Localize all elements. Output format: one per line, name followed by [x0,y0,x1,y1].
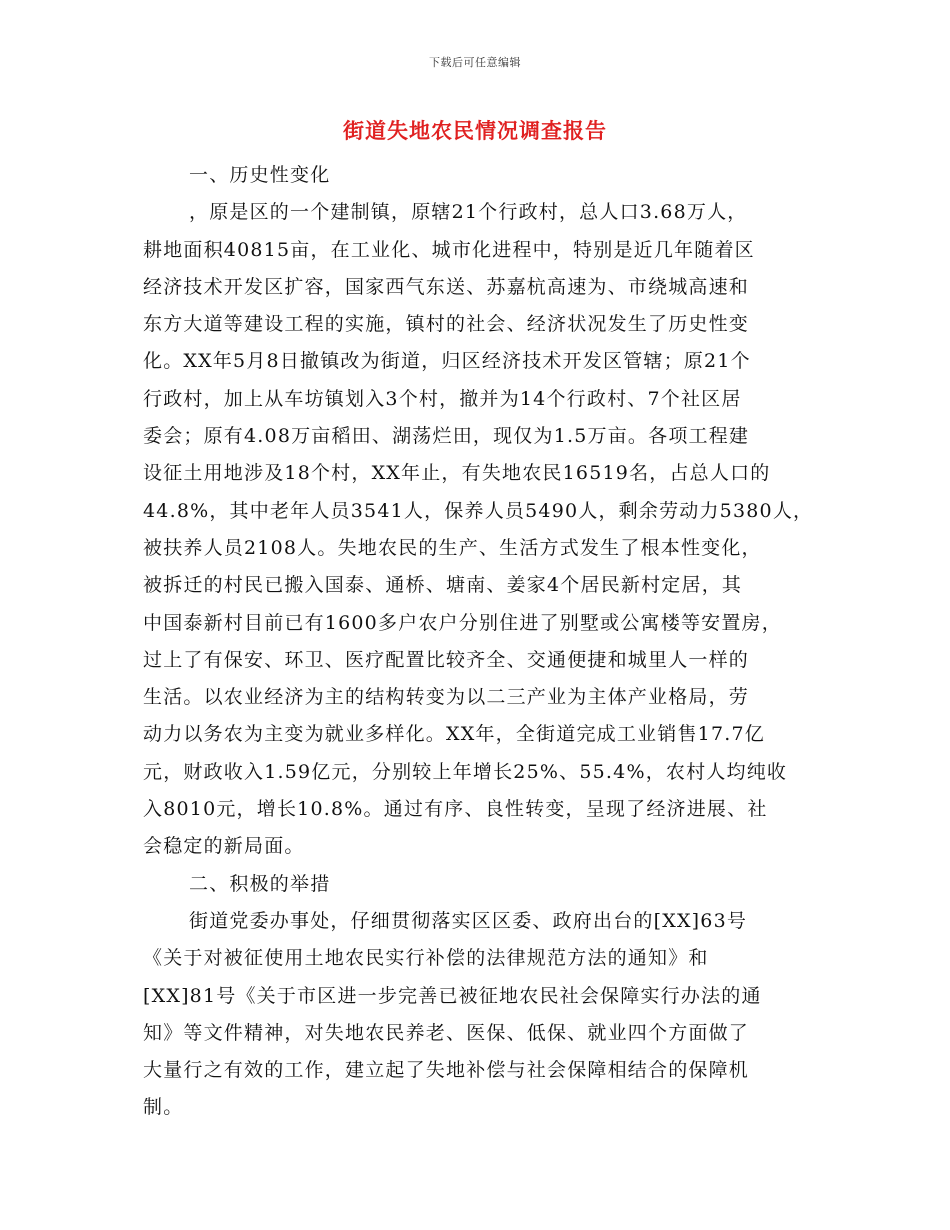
paragraph-line: 委会；原有4.08万亩稻田、湖荡烂田，现仅为1.5万亩。各项工程建 [143,425,750,448]
header-note: 下载后可任意编辑 [429,56,521,69]
paragraph-line: 动力以务农为主变为就业多样化。XX年，全街道完成工业销售17.7亿 [143,723,765,746]
paragraph-line: 经济技术开发区扩容，国家西气东送、苏嘉杭高速为、市绕城高速和 [143,275,750,298]
paragraph-line: 知》等文件精神，对失地农民养老、医保、低保、就业四个方面做了 [143,1021,750,1044]
paragraph-line: 中国泰新村目前已有1600多户农户分别住进了别墅或公寓楼等安置房， [143,611,782,634]
paragraph-line: 设征土用地涉及18个村，XX年止，有失地农民16519名，占总人口的 [143,462,771,485]
paragraph-line: 被拆迁的村民已搬入国泰、通桥、塘南、姜家4个居民新村定居，其 [143,574,743,597]
paragraph-line: 元，财政收入1.59亿元，分别较上年增长25%、55.4%，农村人均纯收 [143,760,788,783]
paragraph-line: 化。XX年5月8日撤镇改为街道，归区经济技术开发区管辖；原21个 [143,350,751,373]
paragraph-line: 东方大道等建设工程的实施，镇村的社会、经济状况发生了历史性变 [143,313,750,336]
paragraph-line: 会稳定的新局面。 [143,835,305,858]
paragraph-line: 行政村，加上从车坊镇划入3个村，撤并为14个行政村、7个社区居 [143,387,742,410]
document-body [143,157,823,1127]
paragraph-line: 耕地面积40815亩，在工业化、城市化进程中，特别是近几年随着区 [143,238,755,261]
paragraph-line: [XX]81号《关于市区进一步完善已被征地农民社会保障实行办法的通 [143,984,762,1007]
paragraph-line: 制。 [143,1096,184,1119]
document-title: 街道失地农民情况调查报告 [343,118,607,143]
paragraph-line: 街道党委办事处，仔细贯彻落实区区委、政府出台的[XX]63号 [189,909,748,932]
paragraph-line: 被扶养人员2108人。失地农民的生产、生活方式发生了根本性变化， [143,536,762,559]
section-heading: 二、积极的举措 [189,872,331,895]
paragraph-line: 44.8%，其中老年人员3541人，保养人员5490人，剩余劳动力5380人， [143,499,814,522]
paragraph-line: 过上了有保安、环卫、医疗配置比较齐全、交通便捷和城里人一样的 [143,648,750,671]
paragraph-line: ，原是区的一个建制镇，原辖21个行政村，总人口3.68万人， [189,201,748,224]
paragraph-line: 生活。以农业经济为主的结构转变为以二三产业为主体产业格局，劳 [143,686,750,709]
paragraph-line: 《关于对被征使用土地农民实行补偿的法律规范方法的通知》和 [143,947,709,970]
paragraph-line: 入8010元，增长10.8%。通过有序、良性转变，呈现了经济进展、社 [143,798,768,821]
section-heading: 一、历史性变化 [189,164,331,186]
paragraph-line: 大量行之有效的工作，建立起了失地补偿与社会保障相结合的保障机 [143,1059,750,1082]
